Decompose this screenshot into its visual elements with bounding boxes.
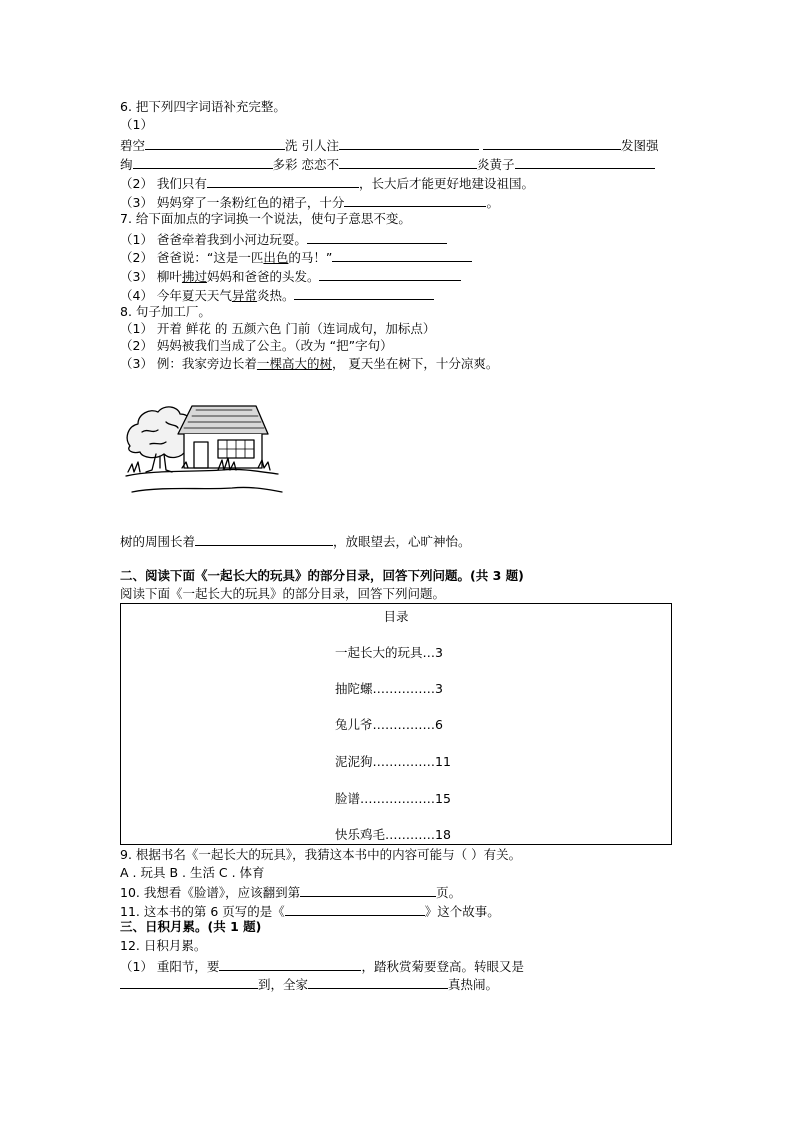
q6-row1-a: 碧空 [120, 138, 146, 153]
q7-item-1-text: （1） 爸爸牵着我到小河边玩耍。 [120, 232, 307, 247]
q7-item-3-tail: 妈妈和爸爸的头发。 [206, 269, 320, 284]
section3-heading: 三、日积月累。(共 1 题) [120, 919, 262, 934]
q6-row1 [120, 135, 659, 153]
q7-item-2-blank[interactable] [332, 247, 472, 262]
q7-item-4-blank[interactable] [294, 285, 434, 300]
q6-row1-b: 洗 引人注 [285, 138, 339, 153]
q8-title: 8. 句子加工厂。 [120, 304, 211, 319]
q6-blank-2[interactable] [339, 135, 479, 150]
q6-row2-c: 炎黄子 [477, 157, 515, 172]
q12-blank-3[interactable] [308, 974, 448, 989]
q10-text: 10. 我想看《脸谱》，应该翻到第 [120, 885, 301, 900]
q12-line-2-tail: 真热闹。 [448, 977, 499, 992]
q12-title: 12. 日积月累。 [120, 938, 207, 953]
q8-item-3-text: （3） 例：我家旁边长着 [120, 356, 257, 371]
q8-answer-tail: ，放眼望去，心旷神怡。 [333, 534, 471, 549]
q8-answer-line [120, 531, 471, 549]
q8-item-3 [120, 355, 498, 373]
q6-sub2 [120, 173, 534, 191]
toc-item: 脸谱………………15 [335, 791, 451, 806]
q6-blank-6[interactable] [515, 154, 655, 169]
q8-item-3-example: 一棵高大的树 [256, 356, 332, 371]
q12-line-2-text: 到，全家 [258, 977, 309, 992]
house-tree-illustration [122, 396, 286, 500]
q6-blank-3[interactable] [483, 135, 621, 150]
toc-title: 目录 [383, 609, 409, 624]
q9-options: A . 玩具 B . 生活 C . 体育 [120, 865, 265, 880]
q6-blank-4[interactable] [133, 154, 273, 169]
q7-item-3-marked-word: 拂过 [181, 269, 207, 284]
q6-row2 [120, 154, 655, 172]
toc-item: 兔儿爷……………6 [335, 717, 443, 732]
q7-item-1 [120, 229, 447, 247]
q12-line-1-text: （1） 重阳节，要 [120, 959, 220, 974]
q10 [120, 882, 461, 900]
q6-sub3 [120, 192, 499, 210]
toc-item: 快乐鸡毛…………18 [335, 827, 451, 842]
q7-item-1-blank[interactable] [307, 229, 447, 244]
q6-sub2-blank[interactable] [207, 173, 359, 188]
q7-item-2-tail: 的马！” [288, 250, 333, 265]
q6-sub3-tail: 。 [486, 195, 499, 210]
q8-item-2: （2） 妈妈被我们当成了公主。（改为 “把”字句） [120, 338, 393, 353]
toc-item: 泥泥狗……………11 [335, 754, 451, 769]
q11-text: 11. 这本书的第 6 页写的是《 [120, 904, 285, 919]
q12-blank-1[interactable] [219, 956, 361, 971]
q11 [120, 901, 500, 919]
q8-item-3-tail: ， 夏天坐在树下，十分凉爽。 [331, 356, 499, 371]
q7-item-3-blank[interactable] [319, 266, 461, 281]
q8-answer-text: 树的周围长着 [120, 534, 196, 549]
q7-item-2-text: （2） 爸爸说：“这是一匹 [120, 250, 264, 265]
q11-blank[interactable] [285, 901, 425, 916]
q6-blank-5[interactable] [339, 154, 477, 169]
q7-title: 7. 给下面加点的字词换一个说法，使句子意思不变。 [120, 211, 411, 226]
q8-item-1: （1） 开着 鲜花 的 五颜六色 门前（连词成句，加标点） [120, 321, 436, 336]
q6-sub2-text: （2） 我们只有 [120, 176, 207, 191]
section2-heading: 二、阅读下面《一起长大的玩具》的部分目录，回答下列问题。(共 3 题) [120, 568, 524, 583]
q12-blank-2[interactable] [120, 974, 258, 989]
toc-item: 一起长大的玩具…3 [335, 645, 443, 660]
q7-item-2-marked-word: 出色 [263, 250, 289, 265]
q6-row2-a: 绚 [120, 157, 133, 172]
q6-sub1-label: （1） [120, 117, 153, 132]
q7-item-4-tail: 炎热。 [256, 288, 295, 303]
q6-sub3-text: （3） 妈妈穿了一条粉红色的裙子，十分 [120, 195, 345, 210]
q11-tail: 》这个故事。 [424, 904, 500, 919]
q12-line-2 [120, 974, 498, 992]
q7-item-4 [120, 285, 434, 303]
q7-item-2 [120, 247, 472, 265]
q6-blank-1[interactable] [145, 135, 285, 150]
q6-sub2-tail: ，长大后才能更好地建设祖国。 [358, 176, 534, 191]
q12-line-1 [120, 956, 524, 974]
q10-tail: 页。 [436, 885, 462, 900]
q9-text: 9. 根据书名《一起长大的玩具》，我猜这本书中的内容可能与（ ）有关。 [120, 847, 522, 862]
toc-item: 抽陀螺……………3 [335, 681, 443, 696]
q6-row1-c: 发图强 [620, 138, 659, 153]
q7-item-4-marked-word: 异常 [231, 288, 257, 303]
q7-item-3 [120, 266, 461, 284]
q6-row2-b: 多彩 恋恋不 [272, 157, 339, 172]
q8-answer-blank[interactable] [195, 531, 333, 546]
q7-item-4-text: （4） 今年夏天天气 [120, 288, 232, 303]
table-of-contents-box [120, 603, 672, 845]
q6-sub3-blank[interactable] [344, 192, 486, 207]
q10-blank[interactable] [300, 882, 436, 897]
q7-item-3-text: （3） 柳叶 [120, 269, 182, 284]
q6-title: 6. 把下列四字词语补充完整。 [120, 99, 286, 114]
section2-intro: 阅读下面《一起长大的玩具》的部分目录，回答下列问题。 [120, 586, 446, 601]
q12-line-1-tail: ，踏秋赏菊要登高。转眼又是 [361, 959, 524, 974]
